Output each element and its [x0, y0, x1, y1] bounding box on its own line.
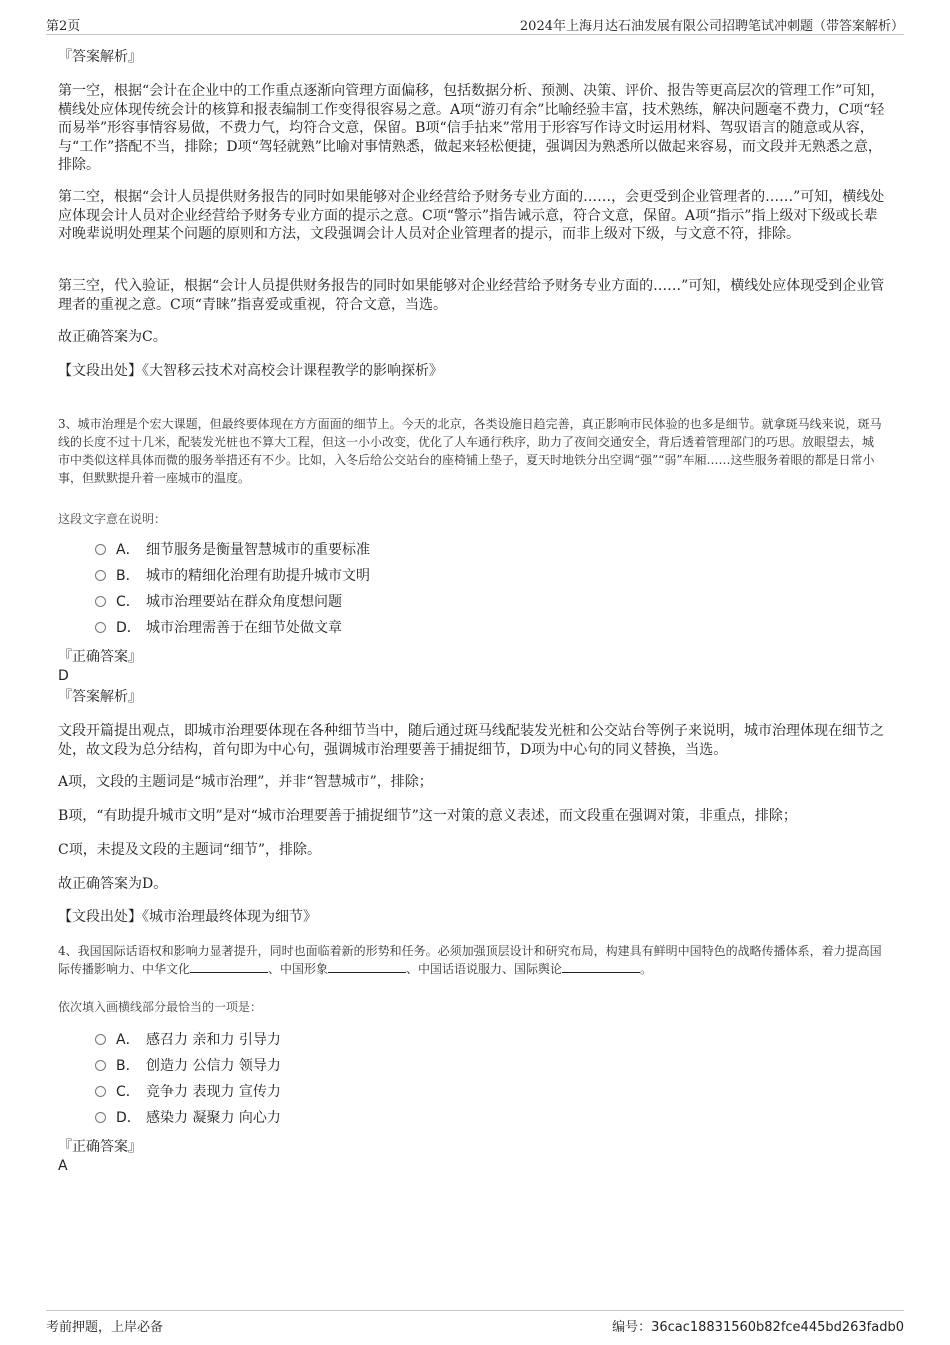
q3-correct-value: D	[58, 668, 69, 684]
radio-icon[interactable]	[95, 1086, 106, 1097]
q4-option-b[interactable]: B． 创造力 公信力 领导力	[95, 1055, 281, 1077]
q3-prompt: 这段文字意在说明：	[58, 512, 167, 526]
q3-analysis-para-2: A项，文段的主题词是“城市治理”，并非“智慧城市”，排除；	[58, 774, 433, 790]
page-header	[46, 12, 904, 35]
footer-slogan: 考前押题，上岸必备	[46, 1320, 164, 1335]
q3-stem: 3、城市治理是个宏大课题，但最终要体现在方方面面的细节上。今天的北京，各类设施日趋完善，真正影响市民体验的也多是细节。就拿斑马线来说，斑马线的长度不过十几米，配装发光桩也不算大工程，但这一小小改变，优化了人车通行秩序，助力了夜间交通安全，背后透着管理部门的巧思。放眼望去，城市中类似这样具体而微的服务举措还有不少。比如，入冬后给公交站台的座椅铺上垫子，夏天时地铁分出空调“强”“弱”车厢……这些服务着眼的都是日常小事，但默默提升着一座城市的温度。	[58, 417, 882, 485]
q3-conclusion: 故正确答案为D。	[58, 876, 168, 892]
q3-analysis-para-3: B项，“有助提升城市文明”是对“城市治理要善于捕捉细节”这一对策的意义表述，而文段重在强调对策，非重点，排除；	[58, 808, 797, 824]
document-code: 编号：36cac18831560b82fce445bd263fadb0	[612, 1320, 904, 1335]
q2-analysis-para-1: 第一空，根据“会计在企业中的工作重点逐渐向管理方面偏移，包括数据分析、预测、决策、评价、报告等更高层次的管理工作”可知，横线处应体现传统会计的核算和报表编制工作变得很容易之意。A项“游刃有余”比喻经验丰富，技术熟练，解决问题毫不费力，C项“轻而易举”形容事情容易做，不费力气，均符合文意，保留。B项“信手拈来”常用于形容写作诗文时运用材料、驾驭语言的随意或从容，与“工作”搭配不当，排除；D项“驾轻就熟”比喻对事情熟悉，做起来轻松便捷，强调因为熟悉所以做起来容易，而文段并无熟悉之意，排除。	[58, 83, 885, 173]
q3-option-d[interactable]: D． 城市治理需善于在细节处做文章	[95, 617, 342, 639]
q3-analysis-label: 『答案解析』	[58, 689, 142, 705]
q4-option-a[interactable]: A． 感召力 亲和力 引导力	[95, 1029, 281, 1051]
q3-option-b[interactable]: B． 城市的精细化治理有助提升城市文明	[95, 565, 370, 587]
q4-blank-3	[562, 960, 640, 973]
q3-option-c[interactable]: C． 城市治理要站在群众角度想问题	[95, 591, 342, 613]
radio-icon[interactable]	[95, 570, 106, 581]
document-title: 2024年上海月达石油发展有限公司招聘笔试冲刺题（带答案解析）	[519, 19, 904, 34]
radio-icon[interactable]	[95, 1112, 106, 1123]
q3-analysis-para-4: C项，未提及文段的主题词“细节”，排除。	[58, 842, 322, 858]
page-footer	[46, 1310, 904, 1335]
radio-icon[interactable]	[95, 544, 106, 555]
q4-option-d[interactable]: D． 感染力 凝聚力 向心力	[95, 1107, 281, 1129]
q2-analysis-para-3: 第三空，代入验证，根据“会计人员提供财务报告的同时如果能够对企业经营给予财务专业方面的……”可知，横线处应体现受到企业管理者的重视之意。C项“青睐”指喜爱或重视，符合文意，当选。	[58, 278, 885, 313]
q3-source: 【文段出处】《城市治理最终体现为细节》	[58, 909, 317, 925]
q4-correct-label: 『正确答案』	[58, 1139, 142, 1155]
q4-blank-2	[328, 960, 406, 973]
q2-conclusion: 故正确答案为C。	[58, 329, 167, 345]
radio-icon[interactable]	[95, 1034, 106, 1045]
radio-icon[interactable]	[95, 596, 106, 607]
q3-correct-label: 『正确答案』	[58, 649, 142, 665]
radio-icon[interactable]	[95, 1060, 106, 1071]
q3-option-a[interactable]: A． 细节服务是衡量智慧城市的重要标准	[95, 539, 370, 561]
q3-analysis-para-1: 文段开篇提出观点，即城市治理要体现在各种细节当中，随后通过斑马线配装发光桩和公交站台等例子来说明，城市治理体现在细节之处，故文段为总分结构，首句即为中心句，强调城市治理要善于捕捉细节，D项为中心句的同义替换，当选。	[58, 723, 884, 758]
q2-analysis-label: 『答案解析』	[58, 49, 142, 65]
page-number: 第2页	[46, 19, 81, 34]
q4-stem: 4、我国国际话语权和影响力显著提升，同时也面临着新的形势和任务。必须加强顶层设计和研究布局，构建具有鲜明中国特色的战略传播体系，着力提高国际传播影响力、中华文化 、中国形象 、中国话语说服力、国际舆论 。	[58, 944, 882, 976]
q4-correct-value: A	[58, 1158, 68, 1174]
q2-analysis-para-2: 第二空，根据“会计人员提供财务报告的同时如果能够对企业经营给予财务专业方面的……，会更受到企业管理者的……”可知，横线处应体现会计人员对企业经营给予财务专业方面的提示之意。C项“警示”指告诫示意，符合文意，保留。A项“指示”指上级对下级或长辈对晚辈说明处理某个问题的原则和方法，文段强调会计人员对企业管理者的提示，而非上级对下级，与文意不符，排除。	[58, 189, 885, 242]
radio-icon[interactable]	[95, 622, 106, 633]
q4-option-c[interactable]: C． 竞争力 表现力 宣传力	[95, 1081, 281, 1103]
q2-source: 【文段出处】《大智移云技术对高校会计课程教学的影响探析》	[58, 363, 443, 379]
q4-blank-1	[190, 960, 268, 973]
q4-prompt: 依次填入画横线部分最恰当的一项是：	[58, 1000, 263, 1014]
